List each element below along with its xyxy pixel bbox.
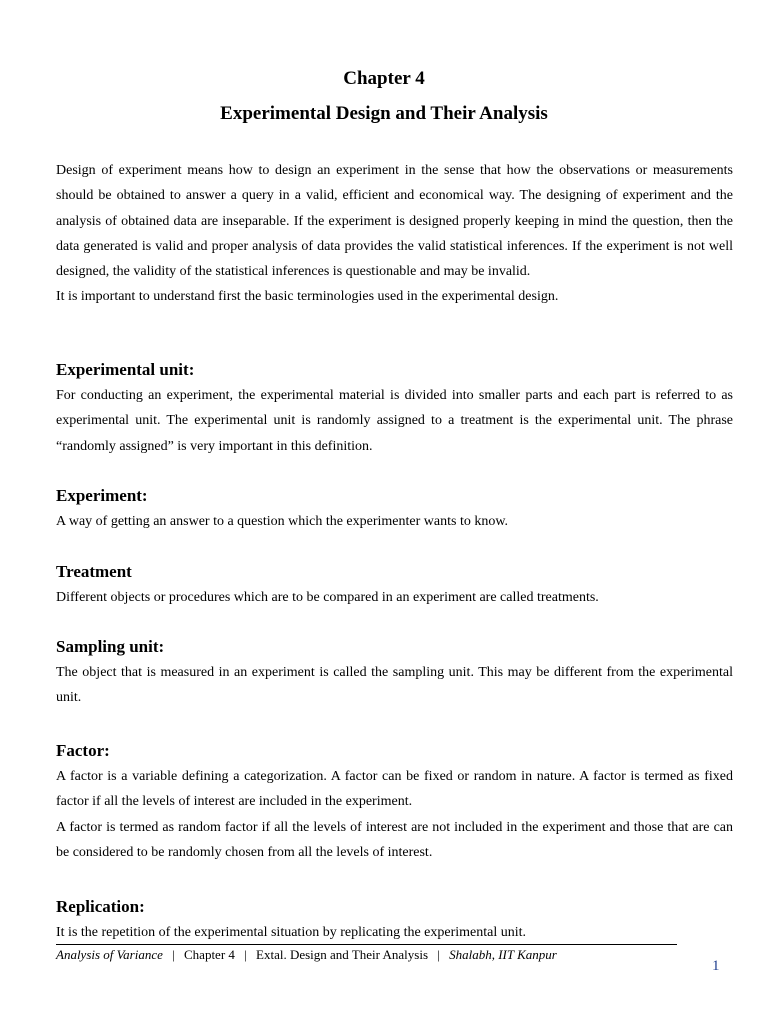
intro-paragraph: Design of experiment means how to design an experiment in the sense that how the observations or measurements should be obtained to answer a query in a valid, efficient and economical way. The designing of experiment and the analysis of obtained data are inseparable. If the experiment is designed properly keeping in mind the question, then the data generated is valid and proper analysis of data provides the valid statistical inferences. If the experiment is not well designed, the validity of the statistical inferences is questionable and may be invalid. — [56, 163, 733, 280]
section-replication — [56, 896, 733, 945]
section-heading: Replication: — [56, 897, 145, 916]
footer-author: Shalabh, IIT Kanpur — [449, 947, 557, 962]
section-body: A way of getting an answer to a question which the experimenter wants to know. — [56, 514, 509, 529]
intro-note: It is important to understand first the basic terminologies used in the experimental design. — [56, 289, 559, 305]
chapter-label: Chapter 4 — [343, 68, 425, 89]
section-heading: Factor: — [56, 741, 110, 760]
section-heading: Experimental unit: — [56, 360, 195, 379]
page-footer — [56, 947, 696, 963]
intro-section — [56, 158, 733, 310]
footer-separator: | — [244, 947, 247, 962]
section-experiment — [56, 485, 733, 534]
section-body: A factor is termed as random factor if all the levels of interest are not included in the experiment and those that are can be considered to be randomly chosen from all the levels of interest. — [56, 819, 733, 860]
chapter-title: Experimental Design and Their Analysis — [220, 103, 548, 124]
section-body: A factor is a variable defining a categorization. A factor can be fixed or random in nature. A factor is termed as fixed factor if all the levels of interest are included in the experiment. — [56, 769, 733, 810]
section-factor — [56, 740, 733, 865]
footer-separator: | — [172, 947, 175, 962]
section-body: For conducting an experiment, the experimental material is divided into smaller parts and each part is referred to as experimental unit. The experimental unit is randomly assigned to a treatment is the experimental unit. The phrase “randomly assigned” is very important in this definition. — [56, 388, 733, 454]
footer-chapter: Chapter 4 — [184, 947, 235, 962]
section-heading: Sampling unit: — [56, 637, 165, 656]
section-treatment — [56, 561, 733, 610]
section-sampling-unit — [56, 636, 733, 711]
section-body: The object that is measured in an experiment is called the sampling unit. This may be different from the experimental unit. — [56, 665, 733, 706]
footer-course: Analysis of Variance — [56, 947, 163, 962]
section-experimental-unit — [56, 359, 733, 459]
footer-divider — [56, 944, 677, 945]
section-body: It is the repetition of the experimental situation by replicating the experimental unit. — [56, 925, 527, 940]
page-number: 1 — [712, 958, 720, 974]
footer-separator: | — [437, 947, 440, 962]
section-heading: Experiment: — [56, 486, 148, 505]
section-body: Different objects or procedures which are to be compared in an experiment are called treatments. — [56, 590, 599, 605]
section-heading: Treatment — [56, 562, 132, 581]
footer-topic: Extal. Design and Their Analysis — [256, 947, 428, 962]
